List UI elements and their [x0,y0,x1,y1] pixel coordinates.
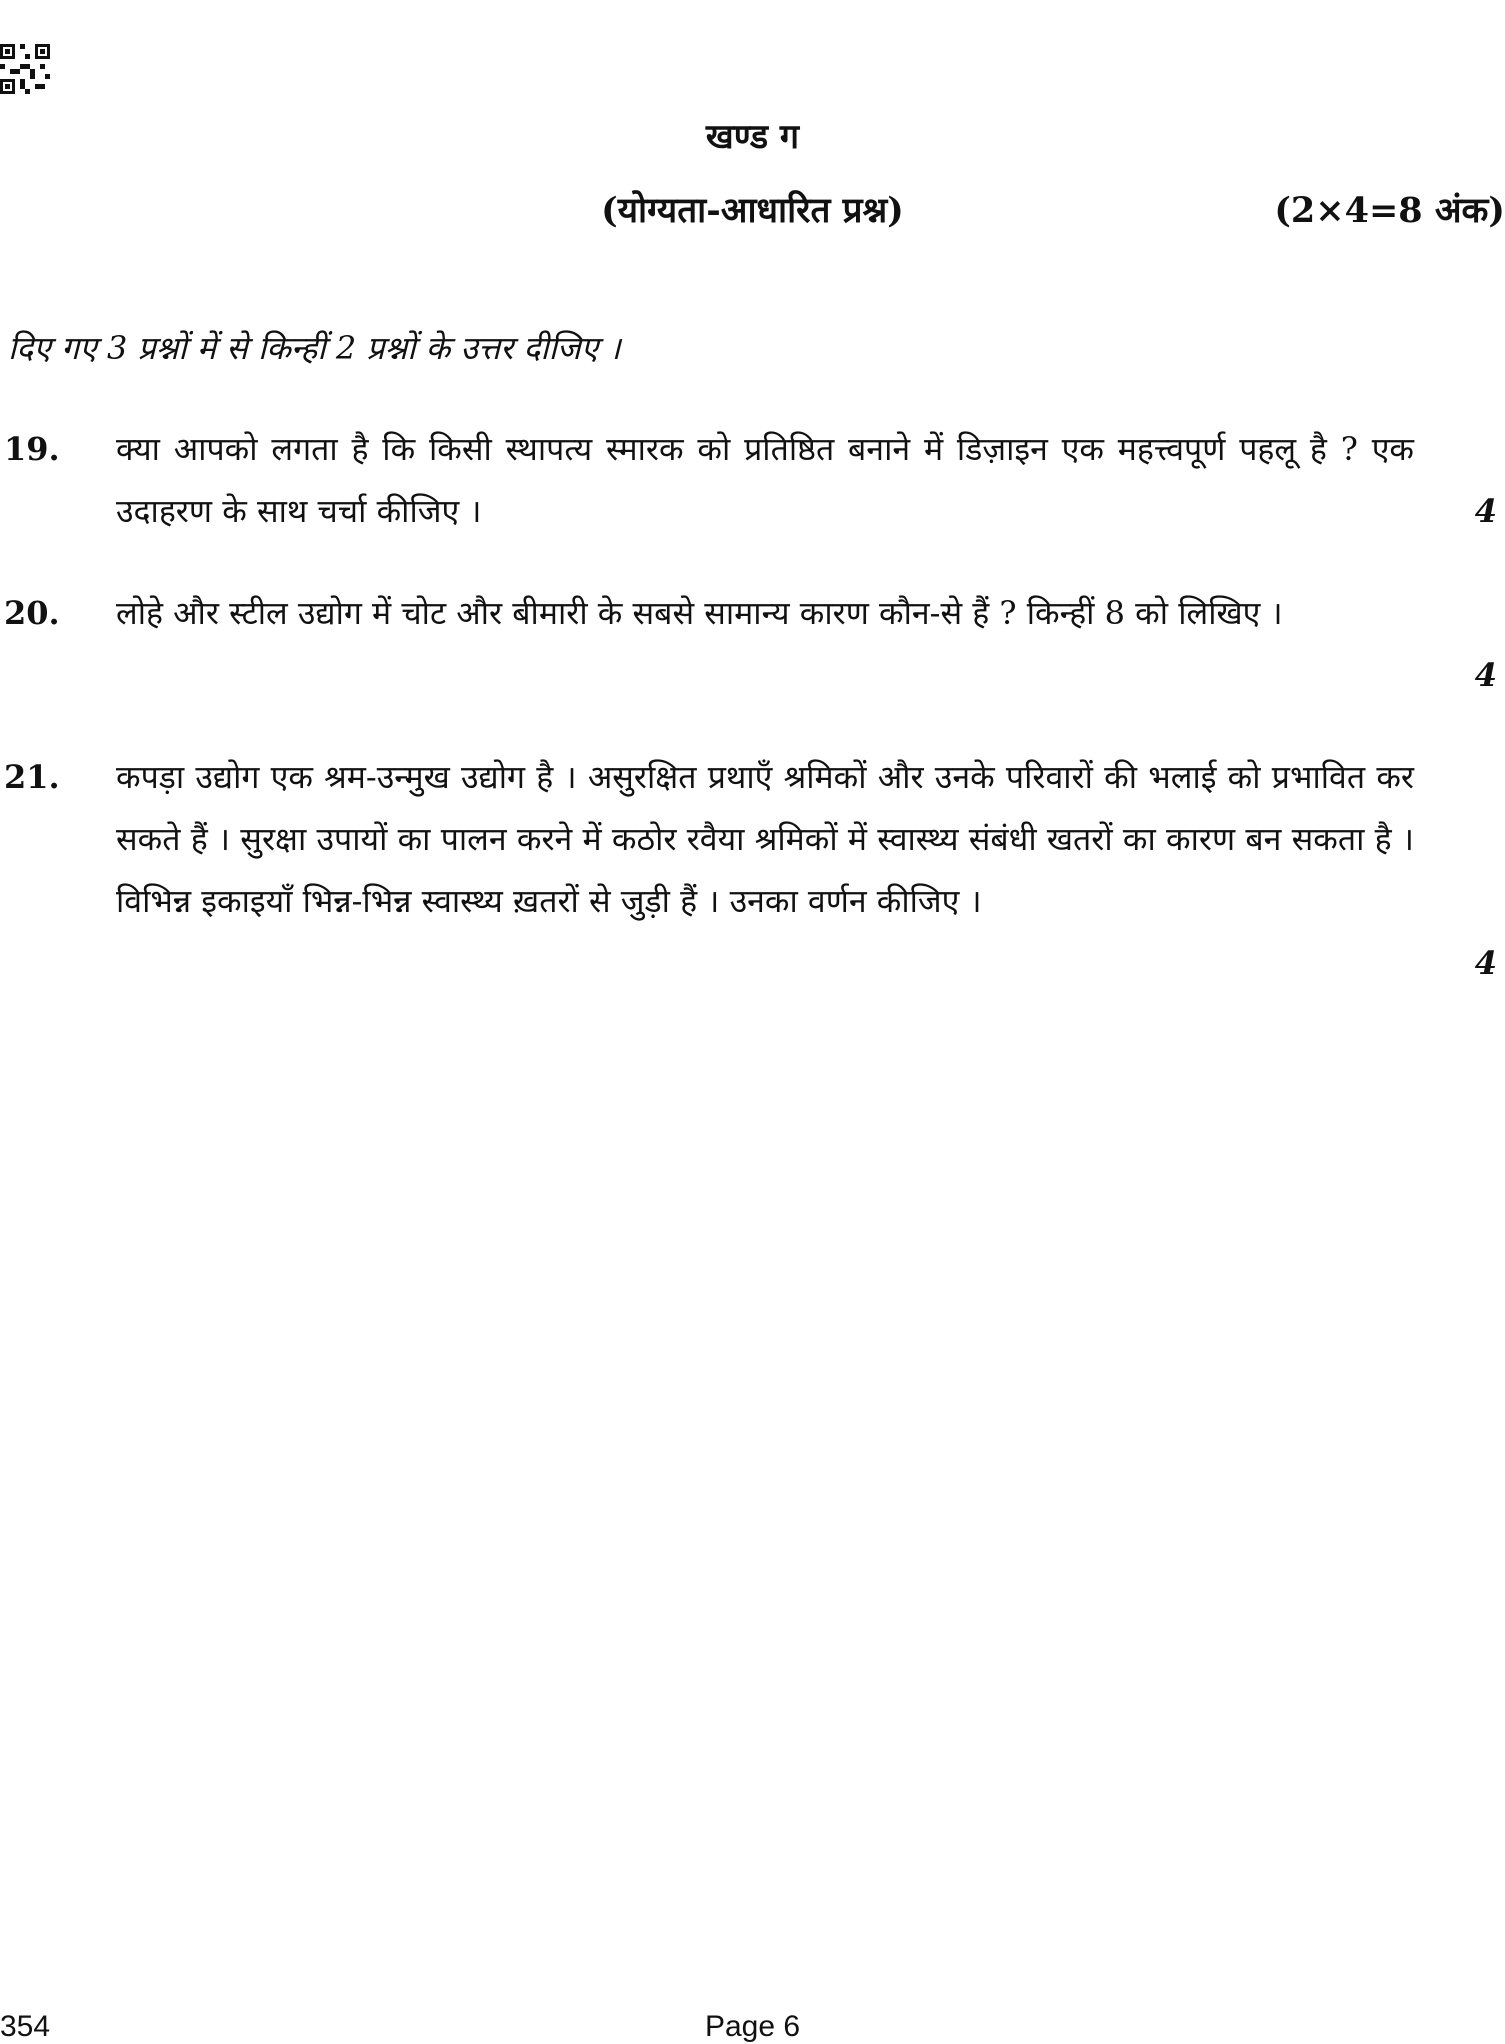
paper-code: 354 [0,2010,51,2043]
section-marks: (2×4=8 अंक) [1274,190,1505,231]
question-number: 19. [4,430,60,468]
question-marks: 4 [1474,492,1497,530]
question-number: 20. [4,594,60,632]
section-title: खण्ड ग [705,117,800,157]
question-marks: 4 [1474,656,1497,694]
question-number: 21. [4,758,60,796]
instruction-text: दिए गए 3 प्रश्नों में से किन्हीं 2 प्रश्नों के उत्तर दीजिए । [8,329,621,367]
qr-code-icon [0,44,50,94]
question-text: कपड़ा उद्योग एक श्रम-उन्मुख उद्योग है । असुरक्षित प्रथाएँ श्रमिकों और उनके परिवारों की भलाई को प्रभावित कर सकते हैं । सुरक्षा उपायों का पालन करने में कठोर रवैया श्रमिकों में स्वास्थ्य संबंधी खतरों का कारण बन सकता है । विभिन्न इकाइयाँ भिन्न-भिन्न स्वास्थ्य ख़तरों से जुड़ी हैं । उनका वर्णन कीजिए । [116,758,1414,920]
question-text: लोहे और स्टील उद्योग में चोट और बीमारी के सबसे सामान्य कारण कौन-से हैं ? किन्हीं 8 को लिखिए । [116,594,1283,632]
section-subtitle: (योग्यता-आधारित प्रश्न) [601,190,904,231]
question-marks: 4 [1474,944,1497,982]
question-text: क्या आपको लगता है कि किसी स्थापत्य स्मारक को प्रतिष्ठित बनाने में डिज़ाइन एक महत्त्वपूर्ण पहलू है ? एक उदाहरण के साथ चर्चा कीजिए । [116,430,1414,530]
page-number: Page 6 [704,2010,801,2043]
